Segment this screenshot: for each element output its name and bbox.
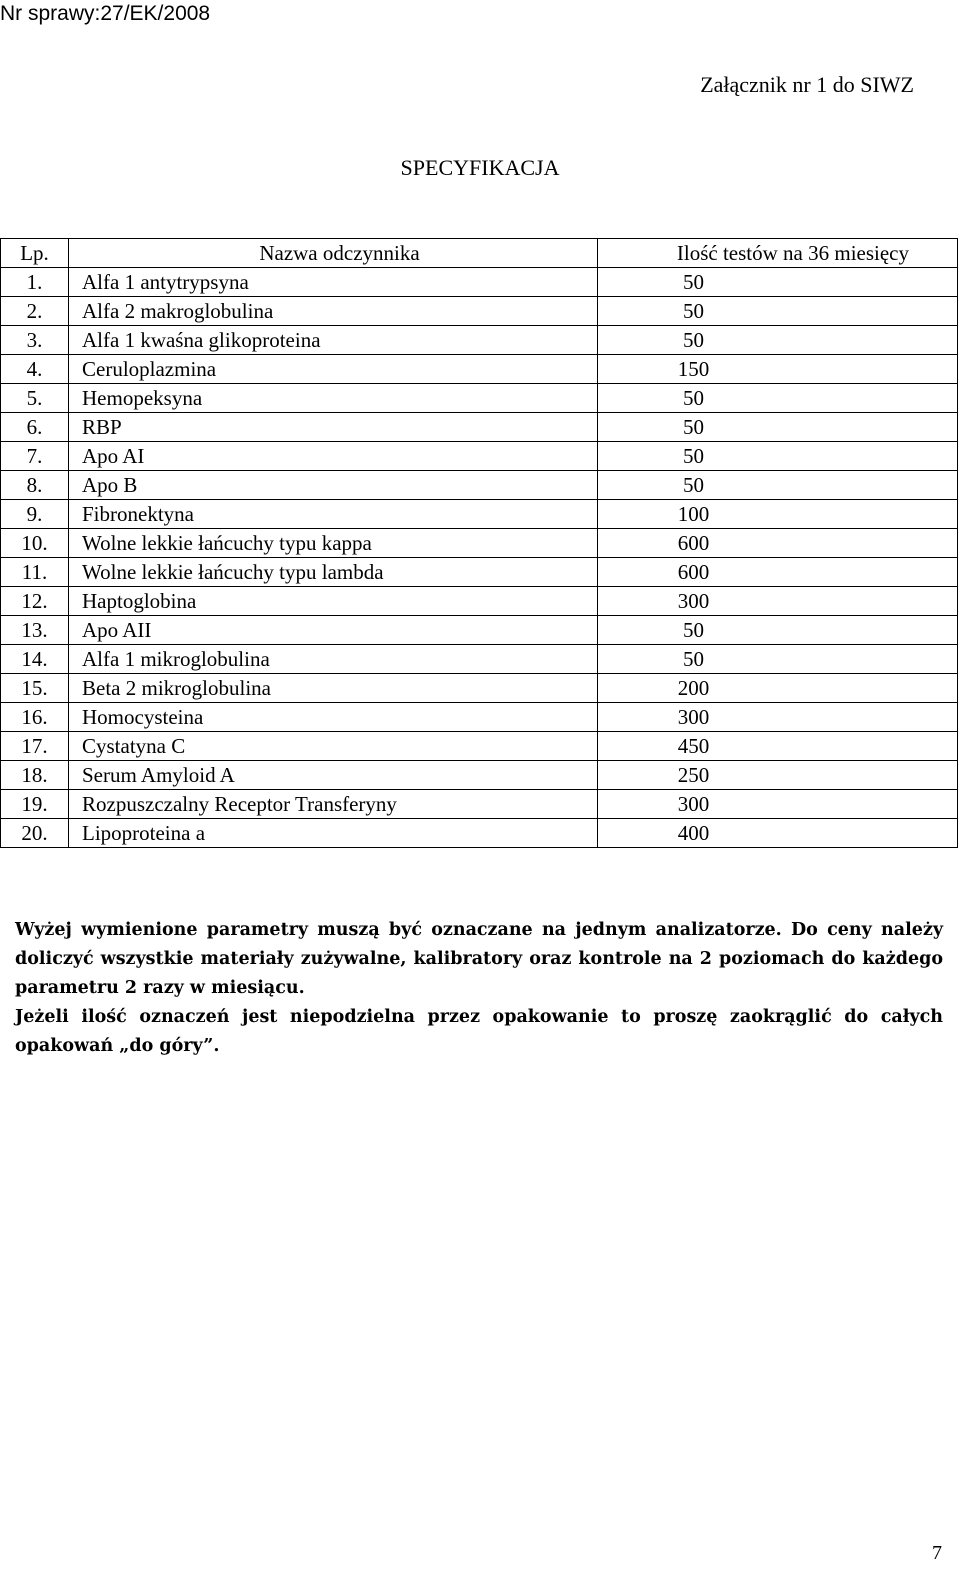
row-name: Beta 2 mikroglobulina <box>69 674 598 703</box>
header-lp: Lp. <box>1 239 69 268</box>
table-row <box>1 587 958 616</box>
row-lp: 13. <box>1 616 69 645</box>
row-qty: 250 <box>598 761 958 790</box>
row-qty: 300 <box>598 587 958 616</box>
header-qty: Ilość testów na 36 miesięcy <box>598 239 958 268</box>
row-name: Cystatyna C <box>69 732 598 761</box>
row-qty: 50 <box>598 616 958 645</box>
row-name: Haptoglobina <box>69 587 598 616</box>
table-row <box>1 761 958 790</box>
case-number: Nr sprawy:27/EK/2008 <box>0 2 211 25</box>
header-name: Nazwa odczynnika <box>69 239 598 268</box>
row-qty: 300 <box>598 703 958 732</box>
row-lp: 7. <box>1 442 69 471</box>
row-qty: 100 <box>598 500 958 529</box>
notes <box>15 916 943 1061</box>
row-name: Wolne lekkie łańcuchy typu lambda <box>69 558 598 587</box>
table-row <box>1 703 958 732</box>
row-lp: 18. <box>1 761 69 790</box>
note-paragraph-2: Jeżeli ilość oznaczeń jest niepodzielna przez opakowanie to proszę zaokrąglić do całych opakowań „do góry”. <box>15 1007 943 1056</box>
table-row <box>1 355 958 384</box>
row-lp: 15. <box>1 674 69 703</box>
annex-label: Załącznik nr 1 do SIWZ <box>700 72 914 97</box>
row-lp: 19. <box>1 790 69 819</box>
table-row <box>1 558 958 587</box>
row-lp: 2. <box>1 297 69 326</box>
row-lp: 17. <box>1 732 69 761</box>
table-row <box>1 819 958 848</box>
row-qty: 600 <box>598 529 958 558</box>
table-row <box>1 790 958 819</box>
row-qty: 300 <box>598 790 958 819</box>
row-name: Apo AII <box>69 616 598 645</box>
document-title: SPECYFIKACJA <box>400 155 560 180</box>
table-row <box>1 268 958 297</box>
row-qty: 50 <box>598 297 958 326</box>
row-name: Alfa 1 antytrypsyna <box>69 268 598 297</box>
row-qty: 150 <box>598 355 958 384</box>
table-row <box>1 384 958 413</box>
table-row <box>1 326 958 355</box>
row-name: Lipoproteina a <box>69 819 598 848</box>
row-qty: 50 <box>598 384 958 413</box>
row-lp: 1. <box>1 268 69 297</box>
row-qty: 450 <box>598 732 958 761</box>
row-qty: 50 <box>598 413 958 442</box>
row-qty: 600 <box>598 558 958 587</box>
row-name: Ceruloplazmina <box>69 355 598 384</box>
table-body <box>1 268 958 848</box>
row-lp: 14. <box>1 645 69 674</box>
row-name: Alfa 1 mikroglobulina <box>69 645 598 674</box>
row-qty: 50 <box>598 442 958 471</box>
row-lp: 20. <box>1 819 69 848</box>
table-row <box>1 471 958 500</box>
row-name: Fibronektyna <box>69 500 598 529</box>
row-qty: 50 <box>598 471 958 500</box>
row-name: Rozpuszczalny Receptor Transferyny <box>69 790 598 819</box>
row-qty: 200 <box>598 674 958 703</box>
row-qty: 50 <box>598 645 958 674</box>
row-lp: 16. <box>1 703 69 732</box>
row-name: Hemopeksyna <box>69 384 598 413</box>
table-row <box>1 413 958 442</box>
row-name: Apo B <box>69 471 598 500</box>
row-lp: 3. <box>1 326 69 355</box>
table-row <box>1 645 958 674</box>
row-name: Apo AI <box>69 442 598 471</box>
row-lp: 11. <box>1 558 69 587</box>
table-row <box>1 500 958 529</box>
specification-table <box>0 238 958 848</box>
row-lp: 12. <box>1 587 69 616</box>
row-name: Homocysteina <box>69 703 598 732</box>
note-paragraph-1: Wyżej wymienione parametry muszą być oznaczane na jednym analizatorze. Do ceny należy doliczyć wszystkie materiały zużywalne, kalibratory oraz kontrole na 2 poziomach do każdego parametru 2 razy w miesiącu. <box>15 920 943 998</box>
row-qty: 50 <box>598 268 958 297</box>
table-row <box>1 297 958 326</box>
table-header-row <box>1 239 958 268</box>
row-lp: 4. <box>1 355 69 384</box>
row-name: Wolne lekkie łańcuchy typu kappa <box>69 529 598 558</box>
row-lp: 9. <box>1 500 69 529</box>
table-row <box>1 616 958 645</box>
page-number: 7 <box>932 1542 942 1564</box>
row-qty: 50 <box>598 326 958 355</box>
row-name: Alfa 2 makroglobulina <box>69 297 598 326</box>
row-lp: 10. <box>1 529 69 558</box>
table-row <box>1 732 958 761</box>
row-qty: 400 <box>598 819 958 848</box>
row-lp: 5. <box>1 384 69 413</box>
row-name: RBP <box>69 413 598 442</box>
row-lp: 8. <box>1 471 69 500</box>
row-lp: 6. <box>1 413 69 442</box>
table-row <box>1 529 958 558</box>
table-row <box>1 674 958 703</box>
row-name: Alfa 1 kwaśna glikoproteina <box>69 326 598 355</box>
table-row <box>1 442 958 471</box>
row-name: Serum Amyloid A <box>69 761 598 790</box>
